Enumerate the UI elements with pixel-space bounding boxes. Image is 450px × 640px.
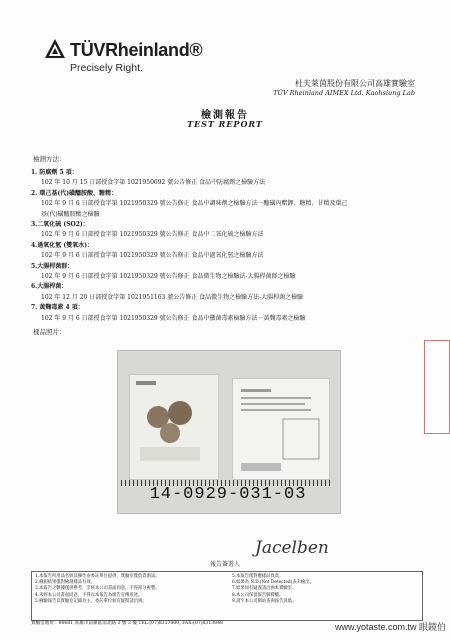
signature: Jacelben [255, 538, 329, 558]
method-line: 102 年 9 月 6 日部授食字第 1021950329 號公告修正 食品中二氧化硫之檢驗方法 [41, 231, 264, 239]
company-seal [424, 340, 450, 434]
note-line: 5.本報告僅對應樣品負責。 [232, 574, 284, 579]
note-line: 9.請至本公司網站查詢報告真偽。 [232, 598, 297, 604]
method-line: 3.二氧化硫 (SO2)： [31, 221, 89, 229]
logo-slogan: Precisely Right. [70, 62, 143, 74]
note-line: 6.結果為 N.D.(Not Detected)表未檢出。 [232, 580, 314, 586]
sample-number: 14-0929-031-03 [149, 485, 307, 504]
method-line: 6.大腸桿菌： [31, 283, 68, 291]
tuv-logo-icon [44, 38, 66, 60]
nuts-image-icon [130, 375, 218, 479]
logo-wordmark: TÜVRheinland® [70, 40, 203, 60]
methods-heading: 檢測方法： [33, 155, 66, 163]
company-name-en: TÜV Rheinland AIMEX Ltd. Kaohsiung Lab [273, 89, 415, 97]
method-line: 102 年 9 月 6 日部授食字第 1021950329 號公告修正 食品中過氧化氫之檢驗方法 [41, 252, 264, 260]
method-line: 102 年 9 月 6 日部授食字第 1021950329 號公告修正 食品微生物之檢驗法-大腸桿菌群之檢驗 [41, 273, 296, 281]
method-line: 1. 防腐劑 5 項： [31, 169, 78, 176]
report-title-en: TEST REPORT [187, 119, 263, 129]
watermark: www.yotaste.com.tw 眼鏡伯 [334, 622, 446, 632]
note-line: 4.未經本公司書面同意，不得以本報告為廣告宣傳用途。 [35, 592, 143, 598]
method-line: 基(代)磺醯胺酸之檢驗 [41, 210, 100, 218]
note-line: 2.檢測結果僅對檢測樣品有效。 [35, 580, 95, 586]
report-title-cn: 檢測報告 [201, 110, 249, 121]
method-line: 4.過氧化氫 (雙氧水)： [31, 241, 94, 249]
product-package-back [232, 378, 330, 480]
method-line: 102 年 9 月 6 日部授食字第 1021950329 號公告修正 食品中調味劑之檢驗方法－醯磺內酯鉀、糖精、甘精及環己 [41, 200, 348, 208]
methods-list [31, 168, 421, 324]
notes-box [31, 571, 423, 621]
method-line: 2. 環己基(代)磺醯胺酸、糖精： [31, 189, 118, 197]
note-line: 8.本公司保留報告解釋權。 [232, 592, 284, 598]
note-line: 3.本報告之數據僅供參考，非經本公司書面同意，不得部分複製。 [35, 586, 160, 592]
method-line: 7. 黃麴毒素 4 項： [31, 304, 84, 312]
note-line: 1.本報告所用品名與其操作由委託單位提供，實驗室僅負責測試。 [35, 574, 160, 579]
note-line: 7.結果如有疑義請洽詢本實驗室。 [232, 586, 297, 592]
method-line: 102 年 10 月 15 日部授食字第 1021950692 號公告修正 食品中防腐劑之檢驗方法 [41, 179, 266, 187]
signatory-label: 報告簽署人 [209, 561, 240, 568]
method-line: 5.大腸桿菌群： [31, 262, 74, 270]
lab-address: 實驗室地址：80681 高雄市前鎮區南北路 3 號 3 樓 TEL:(07)8317000, FAX:(07)8313848 [31, 621, 223, 626]
notes-right [232, 574, 402, 605]
product-package-front [129, 374, 219, 480]
notes-left [35, 574, 225, 605]
method-line: 102 年 9 月 6 日部授食字第 1021950329 號公告修正 食品中黴菌毒素檢驗方法－黃麴毒素之檢驗 [41, 314, 306, 322]
label-text-icon [233, 379, 329, 479]
note-line: 5.檢驗報告以實驗室記錄為主，委託單位如有疑問請洽詢。 [35, 598, 147, 604]
method-line: 102 年 12 月 20 日部授食字第 1021951163 號公告修正 食品微生物之檢驗方法-大腸桿菌之檢驗 [41, 293, 304, 301]
company-name-cn: 杜夫萊茵股份有限公司高雄實驗室 [295, 79, 415, 88]
sample-photo-heading: 樣品照片： [33, 328, 66, 336]
